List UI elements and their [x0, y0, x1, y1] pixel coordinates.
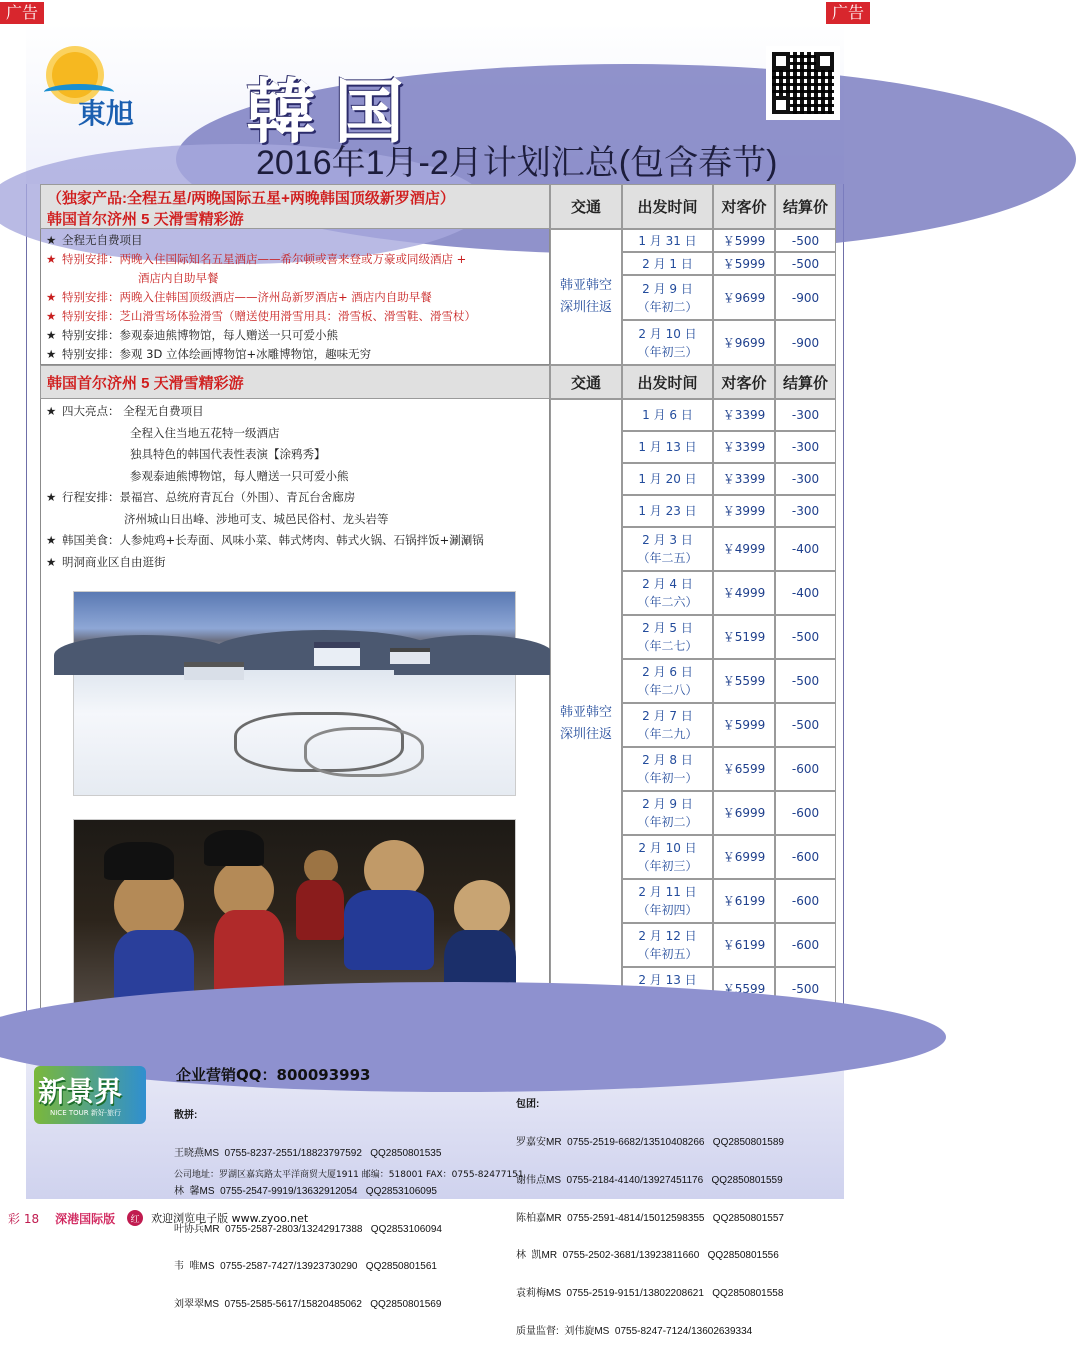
s2-settle: -600	[775, 747, 836, 791]
section2-title-box	[40, 365, 550, 399]
feature-item: 济州城山日出峰、涉地可支、城邑民俗村、龙头岩等	[124, 511, 389, 526]
s2-price: ￥5999	[713, 703, 775, 747]
s2-date: 2 月 13 日	[622, 967, 713, 1011]
group-contacts: 包团: 罗嘉安MR 0755-2519-6682/13510408266 QQ2850801589 谢伟点MS 0755-2184-4140/13927451176 QQ2850801559 陈柏嘉MR 0755-2591-4814/15012598355 QQ2850801557 林 凯MR 0755-2502-3681/13923811660 QQ2850801556 袁莉梅MS 0755-2519-9151/13802208621 QQ2850801558 质量监督: 刘伟旋MS 0755-8247-7124/13602639334	[516, 1099, 784, 1337]
page-subtitle: 2016年1月-2月计划汇总(包含春节)	[256, 144, 778, 182]
col-head-departure: 出发时间	[622, 365, 713, 399]
feature-item: ★ 特别安排：两晚入住国际知名五星酒店——希尔顿或喜来登或万豪或同级酒店 +	[46, 252, 467, 266]
s2-price: ￥6599	[713, 747, 775, 791]
s2-date: 1 月 23 日	[622, 495, 713, 527]
page-bottom-bar	[0, 1206, 870, 1230]
section1-transport: 韩亚韩空 深圳往返	[550, 229, 622, 365]
feature-item: ★ 特别安排：参观 3D 立体绘画博物馆+冰雕博物馆，趣味无穷	[46, 347, 372, 361]
s2-price: ￥3999	[713, 495, 775, 527]
s2-price: ￥3399	[713, 431, 775, 463]
s2-date: 2 月 7 日 （年二九）	[622, 703, 713, 747]
s1-settle: -500	[775, 252, 836, 275]
section1-title-box	[40, 184, 550, 229]
feature-item: 酒店内自助早餐	[138, 271, 219, 285]
s2-price: ￥3399	[713, 399, 775, 431]
s1-settle: -900	[775, 275, 836, 320]
s2-date: 1 月 20 日	[622, 463, 713, 495]
s2-date: 2 月 10 日 （年初三）	[622, 835, 713, 879]
retail-contacts: 散拼: 王晓燕MS 0755-8237-2551/18823797592 QQ2850801535 林 馨MS 0755-2547-9919/13632912054 QQ2853106095 叶协兵MR 0755-2587-2803/13242917388 QQ2853106094 韦 唯MS 0755-2587-7427/13923730290 QQ2850801561 刘翠翠MS 0755-2585-5617/15820485062 QQ2850801569	[174, 1110, 442, 1311]
s2-settle: -600	[775, 791, 836, 835]
feature-item: ★ 四大亮点： 全程无自费项目	[46, 404, 204, 418]
feature-item: ★ 特别安排：两晚入住韩国顶级酒店——济州岛新罗酒店+ 酒店内自助早餐	[46, 290, 432, 304]
s2-settle: -400	[775, 527, 836, 571]
ad-label-right: 广告	[826, 2, 870, 24]
brand-subtitle: NICE TOUR 新好·旅行	[50, 1109, 122, 1117]
s2-settle: -500	[775, 703, 836, 747]
s1-date: 2 月 9 日 （年初二）	[622, 275, 713, 320]
s2-settle: -600	[775, 879, 836, 923]
section2-title: 韩国首尔济州 5 天滑雪精彩游	[47, 375, 244, 392]
s2-settle: -300	[775, 463, 836, 495]
section1-features	[46, 231, 476, 364]
page-title: 韓国	[246, 70, 422, 153]
s2-price: ￥3399	[713, 463, 775, 495]
col-head-transport: 交通	[550, 184, 622, 229]
s2-date: 2 月 9 日 （年初二）	[622, 791, 713, 835]
feature-item: 参观泰迪熊博物馆，每人赠送一只可爱小熊	[130, 468, 349, 483]
brand-name: 新景界	[38, 1075, 123, 1108]
s1-date: 1 月 31 日	[622, 229, 713, 252]
edition-name: 深港国际版	[55, 1211, 116, 1226]
s1-date: 2 月 1 日	[622, 252, 713, 275]
s2-settle: -300	[775, 495, 836, 527]
brand-logo-text: 東旭	[78, 97, 135, 130]
s1-date: 2 月 10 日 （年初三）	[622, 320, 713, 365]
s2-settle: -500	[775, 967, 836, 1011]
section2-transport: 韩亚韩空 深圳往返	[550, 399, 622, 1049]
ski-resort-photo	[73, 591, 516, 796]
ad-label-left: 广告	[0, 2, 44, 24]
s2-price: ￥5599	[713, 967, 775, 1011]
col-head-transport: 交通	[550, 365, 622, 399]
s2-price: ￥5599	[713, 659, 775, 703]
section1-title-line2: 韩国首尔济州 5 天滑雪精彩游	[47, 211, 244, 228]
page-number: 彩 18	[8, 1211, 40, 1226]
marketing-qq: 企业营销QQ：800093993	[176, 1066, 371, 1084]
col-head-client-price: 对客价	[713, 365, 775, 399]
s2-price: ￥4999	[713, 527, 775, 571]
s2-price: ￥6999	[713, 791, 775, 835]
edition-circle-icon: 红	[127, 1210, 143, 1226]
col-head-client-price: 对客价	[713, 184, 775, 229]
s2-settle: -300	[775, 431, 836, 463]
website-link[interactable]: 欢迎浏览电子版 www.zyoo.net	[151, 1212, 309, 1225]
s2-settle: -500	[775, 659, 836, 703]
s2-settle: -600	[775, 835, 836, 879]
feature-item: 独具特色的韩国代表性表演【涂鸦秀】	[130, 447, 326, 461]
section2-features	[46, 401, 484, 573]
s2-price: ￥6199	[713, 879, 775, 923]
s2-date: 1 月 6 日	[622, 399, 713, 431]
s1-price: ￥9699	[713, 275, 775, 320]
s2-settle: -600	[775, 923, 836, 967]
feature-item: ★ 行程安排：景福宫、总统府青瓦台（外围）、青瓦台舍廊房	[46, 490, 356, 504]
s2-date: 2 月 4 日 （年二六）	[622, 571, 713, 615]
s2-date: 2 月 5 日 （年二七）	[622, 615, 713, 659]
s1-settle: -900	[775, 320, 836, 365]
col-head-departure: 出发时间	[622, 184, 713, 229]
s2-date: 2 月 12 日 （年初五）	[622, 923, 713, 967]
s2-price: ￥5199	[713, 615, 775, 659]
company-address: 公司地址：罗湖区嘉宾路太平洋商贸大厦1911 邮编：518001 FAX：0755-82477151	[174, 1170, 524, 1180]
feature-item: ★ 明洞商业区自由逛街	[46, 554, 166, 569]
s2-date: 2 月 11 日 （年初四）	[622, 879, 713, 923]
s1-price: ￥5999	[713, 229, 775, 252]
col-head-settle-price: 结算价	[775, 365, 836, 399]
s2-date: 1 月 13 日	[622, 431, 713, 463]
s2-price: ￥6199	[713, 923, 775, 967]
feature-item: ★ 全程无自费项目	[46, 233, 143, 247]
s1-settle: -500	[775, 229, 836, 252]
s2-price: ￥6999	[713, 835, 775, 879]
s2-settle: -300	[775, 399, 836, 431]
s1-price: ￥9699	[713, 320, 775, 365]
section1-title-line1: （独家产品:全程五星/两晚国际五星+两晚韩国顶级新罗酒店）	[47, 190, 455, 207]
qr-code-icon	[766, 46, 840, 120]
s2-settle: -500	[775, 615, 836, 659]
feature-item: ★ 韩国美食：人参炖鸡+长寿面、风味小菜、韩式烤肉、韩式火锅、石锅拌饭+涮涮锅	[46, 533, 484, 547]
s2-date: 2 月 8 日 （年初一）	[622, 747, 713, 791]
s1-price: ￥5999	[713, 252, 775, 275]
feature-item: ★ 特别安排：参观泰迪熊博物馆，每人赠送一只可爱小熊	[46, 328, 338, 342]
s2-settle: -400	[775, 571, 836, 615]
s2-date: 2 月 6 日 （年二八）	[622, 659, 713, 703]
s2-price: ￥4999	[713, 571, 775, 615]
col-head-settle-price: 结算价	[775, 184, 836, 229]
feature-item: ★ 特别安排：芝山滑雪场体验滑雪（赠送使用滑雪用具：滑雪板、滑雪鞋、滑雪杖）	[46, 309, 476, 323]
s2-date: 2 月 3 日 （年二五）	[622, 527, 713, 571]
feature-item: 全程入住当地五花特一级酒店	[130, 425, 280, 440]
